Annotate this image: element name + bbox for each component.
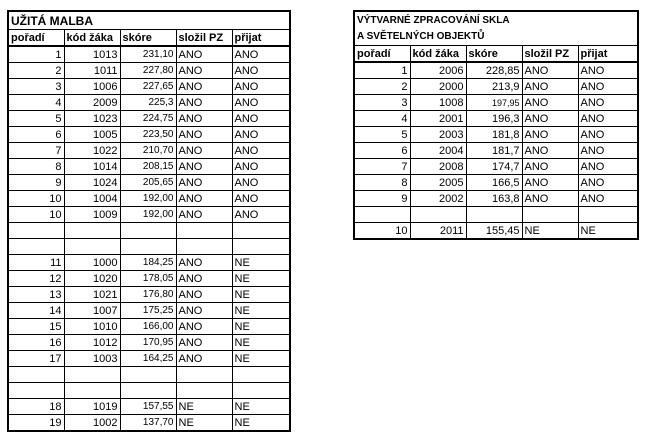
passed-exam-cell: ANO xyxy=(176,271,232,287)
rank-cell: 8 xyxy=(354,175,410,191)
passed-exam-cell xyxy=(176,223,232,239)
table-row xyxy=(8,239,290,255)
passed-exam-cell: ANO xyxy=(176,191,232,207)
student-code-cell: 2002 xyxy=(410,191,466,207)
admitted-cell: ANO xyxy=(578,143,638,159)
rank-cell: 1 xyxy=(8,46,64,63)
table-row xyxy=(8,367,290,383)
passed-exam-cell: ANO xyxy=(522,191,578,207)
rank-cell: 9 xyxy=(8,175,64,191)
passed-exam-cell: ANO xyxy=(176,335,232,351)
score-cell xyxy=(120,223,176,239)
table-uzita-malba xyxy=(7,10,291,432)
passed-exam-cell xyxy=(176,383,232,399)
admitted-cell: NE xyxy=(232,335,290,351)
passed-exam-cell: ANO xyxy=(522,159,578,175)
student-code-cell xyxy=(410,207,466,223)
score-cell: 196,3 xyxy=(466,111,522,127)
passed-exam-cell: ANO xyxy=(176,79,232,95)
passed-exam-cell: ANO xyxy=(176,175,232,191)
admitted-cell: ANO xyxy=(232,207,290,223)
admitted-cell: ANO xyxy=(232,95,290,111)
rank-cell: 7 xyxy=(8,143,64,159)
score-cell: 175,25 xyxy=(120,303,176,319)
table-row xyxy=(8,111,290,127)
header-row xyxy=(8,30,290,47)
admitted-cell: ANO xyxy=(578,127,638,143)
rank-cell: 18 xyxy=(8,399,64,415)
table-row xyxy=(8,255,290,271)
table-row xyxy=(8,63,290,79)
score-cell: 213,9 xyxy=(466,79,522,95)
rank-cell: 10 xyxy=(8,191,64,207)
table-title: VÝTVARNÉ ZPRACOVÁNÍ SKLA xyxy=(354,11,638,29)
admitted-cell xyxy=(232,367,290,383)
passed-exam-cell: ANO xyxy=(176,127,232,143)
admitted-cell: ANO xyxy=(232,46,290,63)
passed-exam-cell: NE xyxy=(522,223,578,240)
score-cell: 227,65 xyxy=(120,79,176,95)
rank-cell: 11 xyxy=(8,255,64,271)
passed-exam-cell xyxy=(522,207,578,223)
student-code-cell: 1009 xyxy=(64,207,120,223)
score-cell xyxy=(466,207,522,223)
rank-cell: 13 xyxy=(8,287,64,303)
score-cell: 228,85 xyxy=(466,62,522,79)
student-code-cell: 2009 xyxy=(64,95,120,111)
score-cell: 205,65 xyxy=(120,175,176,191)
table-row xyxy=(8,351,290,367)
student-code-cell: 1022 xyxy=(64,143,120,159)
admitted-cell: ANO xyxy=(578,191,638,207)
table-row xyxy=(354,223,638,240)
score-cell: 192,00 xyxy=(120,191,176,207)
score-cell: 163,8 xyxy=(466,191,522,207)
admitted-cell: NE xyxy=(578,223,638,240)
passed-exam-cell: ANO xyxy=(522,127,578,143)
table-row xyxy=(354,143,638,159)
passed-exam-cell: ANO xyxy=(522,79,578,95)
rank-cell: 3 xyxy=(8,79,64,95)
score-cell: 231,10 xyxy=(120,46,176,63)
header-cell: složil PZ xyxy=(522,46,578,63)
rank-cell: 19 xyxy=(8,415,64,432)
rank-cell xyxy=(354,207,410,223)
table-row xyxy=(8,159,290,175)
student-code-cell: 1012 xyxy=(64,335,120,351)
rank-cell xyxy=(8,223,64,239)
score-cell: 224,75 xyxy=(120,111,176,127)
table-row xyxy=(8,46,290,63)
rank-cell xyxy=(8,383,64,399)
table-row xyxy=(8,207,290,223)
student-code-cell: 2011 xyxy=(410,223,466,240)
passed-exam-cell: ANO xyxy=(176,46,232,63)
score-cell xyxy=(120,367,176,383)
table-row xyxy=(8,415,290,432)
table-row xyxy=(354,207,638,223)
rank-cell: 5 xyxy=(8,111,64,127)
score-cell: 192,00 xyxy=(120,207,176,223)
admitted-cell: NE xyxy=(232,399,290,415)
table-row xyxy=(8,271,290,287)
score-cell: 157,55 xyxy=(120,399,176,415)
score-cell: 181,8 xyxy=(466,127,522,143)
student-code-cell xyxy=(64,239,120,255)
score-cell: 155,45 xyxy=(466,223,522,240)
rank-cell: 6 xyxy=(354,143,410,159)
score-cell: 166,5 xyxy=(466,175,522,191)
admitted-cell: ANO xyxy=(232,63,290,79)
passed-exam-cell: ANO xyxy=(176,95,232,111)
student-code-cell: 2000 xyxy=(410,79,466,95)
student-code-cell: 1019 xyxy=(64,399,120,415)
rank-cell xyxy=(8,367,64,383)
admitted-cell: ANO xyxy=(578,79,638,95)
score-cell: 178,05 xyxy=(120,271,176,287)
admitted-cell xyxy=(232,383,290,399)
score-cell: 181,7 xyxy=(466,143,522,159)
student-code-cell xyxy=(64,223,120,239)
admitted-cell: ANO xyxy=(232,111,290,127)
header-cell: přijat xyxy=(232,30,290,47)
admitted-cell: NE xyxy=(232,319,290,335)
table-row xyxy=(8,143,290,159)
table-row xyxy=(354,111,638,127)
score-cell: 210,70 xyxy=(120,143,176,159)
table-row xyxy=(8,127,290,143)
table-row xyxy=(354,79,638,95)
passed-exam-cell: ANO xyxy=(176,207,232,223)
student-code-cell: 1004 xyxy=(64,191,120,207)
table-row xyxy=(8,287,290,303)
student-code-cell: 1005 xyxy=(64,127,120,143)
score-cell: 137,70 xyxy=(120,415,176,432)
student-code-cell: 1003 xyxy=(64,351,120,367)
student-code-cell: 1011 xyxy=(64,63,120,79)
header-cell: pořadí xyxy=(8,30,64,47)
passed-exam-cell: ANO xyxy=(176,319,232,335)
table-row xyxy=(354,175,638,191)
student-code-cell xyxy=(64,383,120,399)
admitted-cell xyxy=(578,207,638,223)
student-code-cell: 2004 xyxy=(410,143,466,159)
score-cell: 223,50 xyxy=(120,127,176,143)
score-cell: 208,15 xyxy=(120,159,176,175)
passed-exam-cell: ANO xyxy=(522,175,578,191)
table-vytvarne-zpracovani-skla xyxy=(353,10,639,240)
student-code-cell: 2008 xyxy=(410,159,466,175)
header-cell: kód žáka xyxy=(410,46,466,63)
rank-cell: 17 xyxy=(8,351,64,367)
admitted-cell: NE xyxy=(232,287,290,303)
score-cell: 225,3 xyxy=(120,95,176,111)
rank-cell: 12 xyxy=(8,271,64,287)
header-cell: skóre xyxy=(120,30,176,47)
rank-cell: 6 xyxy=(8,127,64,143)
rank-cell: 10 xyxy=(354,223,410,240)
passed-exam-cell: ANO xyxy=(176,143,232,159)
admitted-cell: ANO xyxy=(578,95,638,111)
student-code-cell xyxy=(64,367,120,383)
rank-cell: 14 xyxy=(8,303,64,319)
table-row xyxy=(8,319,290,335)
admitted-cell xyxy=(232,239,290,255)
passed-exam-cell: ANO xyxy=(176,111,232,127)
score-cell: 227,80 xyxy=(120,63,176,79)
admitted-cell xyxy=(232,223,290,239)
student-code-cell: 1013 xyxy=(64,46,120,63)
table-row xyxy=(8,191,290,207)
admitted-cell: ANO xyxy=(578,175,638,191)
score-cell: 170,95 xyxy=(120,335,176,351)
student-code-cell: 2003 xyxy=(410,127,466,143)
rank-cell: 4 xyxy=(354,111,410,127)
header-cell: složil PZ xyxy=(176,30,232,47)
table-row xyxy=(354,95,638,111)
rank-cell: 2 xyxy=(354,79,410,95)
table-row xyxy=(8,399,290,415)
student-code-cell: 1024 xyxy=(64,175,120,191)
rank-cell: 3 xyxy=(354,95,410,111)
score-cell: 164,25 xyxy=(120,351,176,367)
header-cell: přijat xyxy=(578,46,638,63)
rank-cell: 7 xyxy=(354,159,410,175)
table-row xyxy=(354,62,638,79)
admitted-cell: ANO xyxy=(232,79,290,95)
passed-exam-cell: NE xyxy=(176,399,232,415)
passed-exam-cell xyxy=(176,239,232,255)
admitted-cell: NE xyxy=(232,255,290,271)
student-code-cell: 1014 xyxy=(64,159,120,175)
admitted-cell: ANO xyxy=(232,159,290,175)
student-code-cell: 1006 xyxy=(64,79,120,95)
admitted-cell: ANO xyxy=(232,143,290,159)
table-row xyxy=(354,127,638,143)
score-cell xyxy=(120,239,176,255)
student-code-cell: 1002 xyxy=(64,415,120,432)
student-code-cell: 1008 xyxy=(410,95,466,111)
table-row xyxy=(354,191,638,207)
rank-cell xyxy=(8,239,64,255)
rank-cell: 15 xyxy=(8,319,64,335)
passed-exam-cell: ANO xyxy=(522,62,578,79)
admitted-cell: ANO xyxy=(578,159,638,175)
passed-exam-cell: ANO xyxy=(176,303,232,319)
admitted-cell: NE xyxy=(232,415,290,432)
student-code-cell: 2005 xyxy=(410,175,466,191)
student-code-cell: 1000 xyxy=(64,255,120,271)
student-code-cell: 1020 xyxy=(64,271,120,287)
student-code-cell: 1021 xyxy=(64,287,120,303)
table-subtitle: A SVĚTELNÝCH OBJEKTŮ xyxy=(354,29,638,46)
student-code-cell: 1007 xyxy=(64,303,120,319)
score-cell: 184,25 xyxy=(120,255,176,271)
score-cell: 174,7 xyxy=(466,159,522,175)
header-row xyxy=(354,46,638,63)
passed-exam-cell: ANO xyxy=(176,159,232,175)
admitted-cell: ANO xyxy=(578,111,638,127)
table-row xyxy=(8,79,290,95)
student-code-cell: 2001 xyxy=(410,111,466,127)
score-cell: 176,80 xyxy=(120,287,176,303)
rank-cell: 9 xyxy=(354,191,410,207)
rank-cell: 8 xyxy=(8,159,64,175)
passed-exam-cell: ANO xyxy=(176,351,232,367)
header-cell: skóre xyxy=(466,46,522,63)
rank-cell: 5 xyxy=(354,127,410,143)
student-code-cell: 1023 xyxy=(64,111,120,127)
passed-exam-cell: NE xyxy=(176,415,232,432)
table-row xyxy=(8,303,290,319)
table-title: UŽITÁ MALBA xyxy=(8,11,290,30)
table-row xyxy=(354,159,638,175)
student-code-cell: 2006 xyxy=(410,62,466,79)
rank-cell: 2 xyxy=(8,63,64,79)
header-cell: kód žáka xyxy=(64,30,120,47)
admitted-cell: ANO xyxy=(232,127,290,143)
table-row xyxy=(8,175,290,191)
rank-cell: 4 xyxy=(8,95,64,111)
admitted-cell: NE xyxy=(232,303,290,319)
admitted-cell: NE xyxy=(232,271,290,287)
passed-exam-cell: ANO xyxy=(522,111,578,127)
rank-cell: 16 xyxy=(8,335,64,351)
passed-exam-cell: ANO xyxy=(522,95,578,111)
admitted-cell: ANO xyxy=(232,175,290,191)
score-cell: 197,95 xyxy=(466,95,522,111)
passed-exam-cell: ANO xyxy=(176,255,232,271)
passed-exam-cell: ANO xyxy=(176,287,232,303)
rank-cell: 10 xyxy=(8,207,64,223)
student-code-cell: 1010 xyxy=(64,319,120,335)
passed-exam-cell: ANO xyxy=(176,63,232,79)
admitted-cell: NE xyxy=(232,351,290,367)
table-row xyxy=(8,223,290,239)
table-row xyxy=(8,383,290,399)
score-cell: 166,00 xyxy=(120,319,176,335)
table-row xyxy=(8,95,290,111)
table-row xyxy=(8,335,290,351)
admitted-cell: ANO xyxy=(578,62,638,79)
header-cell: pořadí xyxy=(354,46,410,63)
rank-cell: 1 xyxy=(354,62,410,79)
admitted-cell: ANO xyxy=(232,191,290,207)
score-cell xyxy=(120,383,176,399)
passed-exam-cell xyxy=(176,367,232,383)
passed-exam-cell: ANO xyxy=(522,143,578,159)
